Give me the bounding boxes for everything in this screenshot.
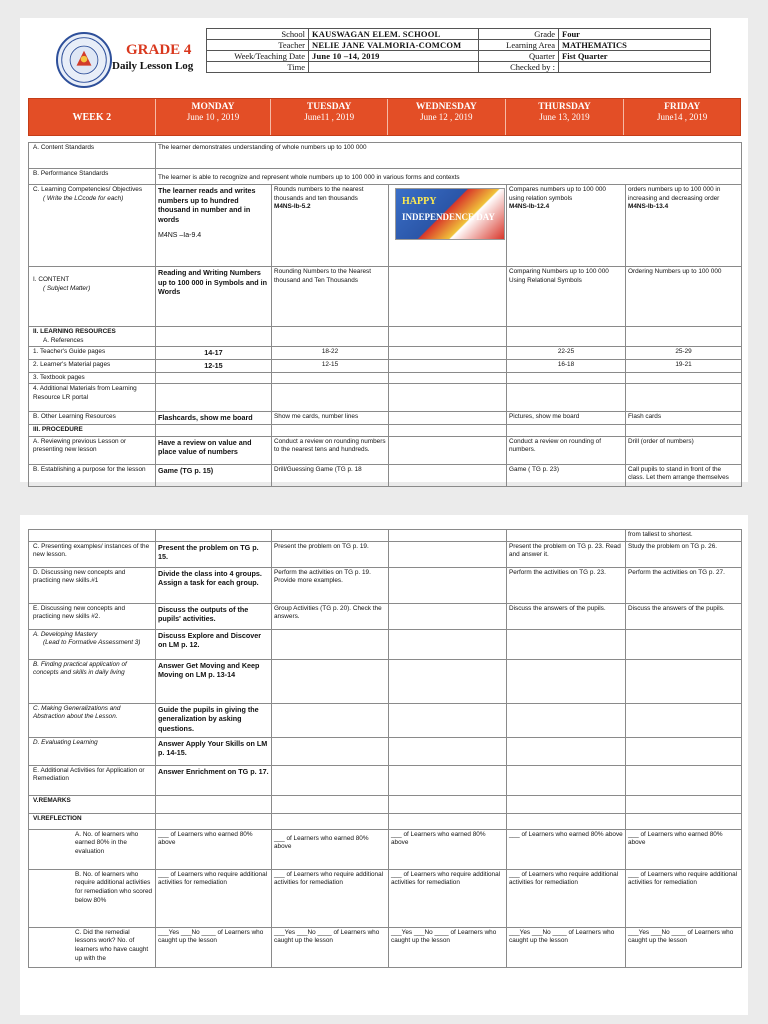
reflection-a-monday: ___ of Learners who earned 80% above (156, 829, 272, 869)
empty-cell (507, 813, 626, 829)
day-header-wednesday (388, 99, 506, 135)
developing-mastery-title: A. Developing Mastery (33, 630, 98, 638)
reflection-label: VI.REFLECTION (29, 813, 156, 829)
reflection-b-label: B. No. of learners who require additional activities for remediation who scored below 80% (29, 869, 156, 927)
empty-cell (272, 629, 389, 659)
empty-cell (507, 703, 626, 737)
empty-cell (156, 327, 272, 347)
examples-tuesday: Present the problem on TG p. 19. (272, 541, 389, 567)
other-resources-label: B. Other Learning Resources (29, 412, 156, 425)
application-monday: Answer Get Moving and Keep Moving on LM p. 13-14 (156, 659, 272, 703)
day-name: MONDAY (191, 102, 235, 112)
week-date-label: Week/Teaching Date (207, 51, 309, 62)
continued-friday: from tallest to shortest. (626, 530, 742, 542)
mastery-monday: Discuss Explore and Discover on LM p. 12. (156, 629, 272, 659)
quarter-label: Quarter (479, 51, 559, 62)
empty-cell (156, 795, 272, 813)
empty-cell (156, 813, 272, 829)
empty-cell (507, 372, 626, 384)
lm-tuesday: 12-15 (272, 360, 389, 373)
empty-cell (272, 703, 389, 737)
empty-cell (389, 629, 507, 659)
daily-lesson-log-title: Daily Lesson Log (112, 60, 194, 72)
empty-cell (389, 541, 507, 567)
learning-area-label: Learning Area (479, 40, 559, 51)
day-date: June14 , 2019 (657, 112, 708, 122)
practical-application-label: B. Finding practical application of concepts and skills in daily living (29, 659, 156, 703)
day-date: June 12 , 2019 (420, 112, 473, 122)
empty-cell (272, 372, 389, 384)
empty-cell (156, 372, 272, 384)
checked-by-value (559, 62, 711, 73)
empty-cell (389, 464, 507, 486)
content-thursday: Comparing Numbers up to 100 000 Using Relational Symbols (507, 267, 626, 327)
content-tuesday: Rounding Numbers to the Nearest thousand and Ten Thousands (272, 267, 389, 327)
time-value (309, 62, 479, 73)
reflection-a-thursday: ___ of Learners who earned 80% above (507, 829, 626, 869)
generalizations-label: C. Making Generalizations and Abstraction about the Lesson. (29, 703, 156, 737)
teachers-guide-label: 1. Teacher's Guide pages (29, 347, 156, 360)
empty-cell (272, 737, 389, 765)
empty-cell (507, 737, 626, 765)
concepts2-monday: Discuss the outputs of the pupils' activities. (156, 603, 272, 629)
competency-friday (626, 185, 742, 267)
day-name: FRIDAY (664, 102, 701, 112)
content-standards-text: The learner demonstrates understanding of whole numbers up to 100 000 (156, 143, 742, 169)
reflection-a-label: A. No. of learners who earned 80% in the evaluation (29, 829, 156, 869)
banner-text-happy: HAPPY (402, 196, 437, 207)
deped-seal-logo (56, 32, 112, 88)
reviewing-lesson-label: A. Reviewing previous Lesson or presenting new lesson (29, 436, 156, 464)
reflection-c-monday: ___Yes ___No ____ of Learners who caught up the lesson (156, 927, 272, 967)
developing-mastery-label (29, 629, 156, 659)
olr-friday: Flash cards (626, 412, 742, 425)
competency-monday-text: The learner reads and writes numbers up to hundred thousand in number and in words (158, 186, 256, 225)
reflection-c-thursday: ___Yes ___No ____ of Learners who caught up the lesson (507, 927, 626, 967)
lm-thursday: 16-18 (507, 360, 626, 373)
empty-cell (626, 765, 742, 795)
lesson-log-page-1 (20, 18, 748, 482)
empty-cell (272, 530, 389, 542)
purpose-monday: Game (TG p. 15) (156, 464, 272, 486)
learning-area-value: MATHEMATICS (559, 40, 711, 51)
empty-cell (507, 530, 626, 542)
review-friday: Drill (order of numbers) (626, 436, 742, 464)
empty-cell (272, 384, 389, 412)
reflection-a-tuesday: ___ of Learners who earned 80% above (272, 829, 389, 869)
competency-monday (156, 185, 272, 267)
tg-thursday: 22-25 (507, 347, 626, 360)
additional-activities-monday: Answer Enrichment on TG p. 17. (156, 765, 272, 795)
reflection-b-thursday: ___ of Learners who require additional activities for remediation (507, 869, 626, 927)
empty-cell (389, 436, 507, 464)
reflection-a-friday: ___ of Learners who earned 80% above (626, 829, 742, 869)
empty-cell (389, 327, 507, 347)
day-date: June11 , 2019 (304, 112, 355, 122)
week-label: WEEK 2 (29, 99, 156, 135)
reflection-c-label: C. Did the remedial lessons work? No. of learners who have caught up with the (29, 927, 156, 967)
empty-cell (626, 737, 742, 765)
presenting-examples-label: C. Presenting examples/ instances of the new lesson. (29, 541, 156, 567)
review-monday: Have a review on value and place value of numbers (156, 436, 272, 464)
lesson-table-page-2 (28, 529, 742, 968)
empty-cell (507, 765, 626, 795)
tg-friday: 25-29 (626, 347, 742, 360)
empty-cell (507, 327, 626, 347)
learning-resources-title: II. LEARNING RESOURCES (33, 328, 116, 335)
purpose-label: B. Establishing a purpose for the lesson (29, 464, 156, 486)
day-header-friday (624, 99, 740, 135)
olr-monday: Flashcards, show me board (156, 412, 272, 425)
evaluation-monday: Answer Apply Your Skills on LM p. 14-15. (156, 737, 272, 765)
quarter-value: Fist Quarter (559, 51, 711, 62)
performance-standards-label: B. Performance Standards (29, 169, 156, 185)
empty-cell (507, 795, 626, 813)
concepts2-friday: Discuss the answers of the pupils. (626, 603, 742, 629)
content-monday: Reading and Writing Numbers up to 100 000 in Symbols and in Words (156, 267, 272, 327)
competency-thursday (507, 185, 626, 267)
competency-wednesday (389, 185, 507, 267)
empty-cell (272, 813, 389, 829)
reflection-b-friday: ___ of Learners who require additional activities for remediation (626, 869, 742, 927)
empty-cell (389, 360, 507, 373)
purpose-tuesday: Drill/Guessing Game (TG p. 18 (272, 464, 389, 486)
week-date-value: June 10 –14, 2019 (309, 51, 479, 62)
reflection-c-tuesday: ___Yes ___No ____ of Learners who caught up the lesson (272, 927, 389, 967)
empty-cell (626, 813, 742, 829)
empty-cell (626, 384, 742, 412)
empty-cell (389, 603, 507, 629)
lesson-table-page-1 (28, 142, 742, 487)
reflection-c-friday: ___Yes ___No ____ of Learners who caught up the lesson (626, 927, 742, 967)
examples-friday: Study the problem on TG p. 26. (626, 541, 742, 567)
concepts1-friday: Perform the activities on TG p. 27. (626, 567, 742, 603)
day-name: THURSDAY (538, 102, 591, 112)
grade-title: GRADE 4 (126, 42, 192, 58)
lm-monday: 12-15 (156, 360, 272, 373)
competency-tuesday-text: Rounds numbers to the nearest thousands and ten thousands (274, 186, 364, 202)
content-label (29, 267, 156, 327)
concepts1-thursday: Perform the activities on TG p. 23. (507, 567, 626, 603)
empty-cell (389, 372, 507, 384)
teacher-label: Teacher (207, 40, 309, 51)
olr-thursday: Pictures, show me board (507, 412, 626, 425)
competency-tuesday (272, 185, 389, 267)
empty-cell (389, 384, 507, 412)
empty-cell (389, 567, 507, 603)
empty-cell (389, 425, 507, 437)
empty-cell (626, 629, 742, 659)
learning-resources-label (29, 327, 156, 347)
empty-cell (507, 425, 626, 437)
empty-cell (389, 530, 507, 542)
tg-tuesday: 18-22 (272, 347, 389, 360)
empty-cell (156, 384, 272, 412)
time-label: Time (207, 62, 309, 73)
competency-thursday-text: Compares numbers up to 100 000 using relation symbols (509, 186, 606, 202)
references-label: A. References (43, 336, 84, 344)
lesson-log-page-2 (20, 515, 748, 1015)
day-name: TUESDAY (306, 102, 352, 112)
content-friday: Ordering Numbers up to 100 000 (626, 267, 742, 327)
generalization-monday: Guide the pupils in giving the generalization by asking questions. (156, 703, 272, 737)
content-standards-label: A. Content Standards (29, 143, 156, 169)
concepts2-tuesday: Group Activities (TG p. 20). Check the answers. (272, 603, 389, 629)
grade-value: Four (559, 29, 711, 40)
concepts1-monday: Divide the class into 4 groups. Assign a task for each group. (156, 567, 272, 603)
learners-material-label: 2. Learner's Material pages (29, 360, 156, 373)
competency-tuesday-code: M4NS-Ib-5.2 (274, 203, 311, 211)
competency-thursday-code: M4NS-Ib-12.4 (509, 203, 550, 211)
content-title: I. CONTENT (33, 276, 70, 283)
empty-cell (626, 327, 742, 347)
tg-monday: 14-17 (156, 347, 272, 360)
empty-cell (156, 425, 272, 437)
competencies-note: ( Write the LCcode for each) (43, 194, 124, 202)
empty-cell (156, 530, 272, 542)
grade-label: Grade (479, 29, 559, 40)
textbook-pages-label: 3. Textbook pages (29, 372, 156, 384)
reflection-c-wednesday: ___Yes ___No ____ of Learners who caught up the lesson (389, 927, 507, 967)
empty-cell (507, 384, 626, 412)
independence-day-banner-image (395, 188, 505, 240)
concepts2-thursday: Discuss the answers of the pupils. (507, 603, 626, 629)
new-concepts-1-label: D. Discussing new concepts and practicing new skills.#1 (29, 567, 156, 603)
checked-by-label: Checked by : (479, 62, 559, 73)
empty-cell (626, 703, 742, 737)
new-concepts-2-label: E. Discussing new concepts and practicing new skills #2. (29, 603, 156, 629)
lm-friday: 19-21 (626, 360, 742, 373)
empty-cell (626, 425, 742, 437)
competencies-title: C. Learning Competencies/ Objectives (33, 186, 143, 193)
reflection-a-wednesday: ___ of Learners who earned 80% above (389, 829, 507, 869)
school-label: School (207, 29, 309, 40)
day-name: WEDNESDAY (415, 102, 477, 112)
reflection-b-monday: ___ of Learners who require additional activities for remediation (156, 869, 272, 927)
banner-text-independence: INDEPENDENCE DAY (402, 212, 495, 222)
developing-mastery-note: (Lead to Formative Assessment 3) (43, 639, 141, 647)
competency-friday-code: M4NS-Ib-13.4 (628, 203, 669, 211)
empty-cell (389, 813, 507, 829)
day-header-thursday (506, 99, 625, 135)
reflection-b-wednesday: ___ of Learners who require additional activities for remediation (389, 869, 507, 927)
empty-cell (389, 659, 507, 703)
purpose-thursday: Game ( TG p. 23) (507, 464, 626, 486)
week-day-header (28, 98, 741, 136)
empty-cell (626, 659, 742, 703)
day-date: June 10 , 2019 (186, 112, 240, 122)
examples-monday: Present the problem on TG p. 15. (156, 541, 272, 567)
empty-cell (389, 703, 507, 737)
competency-monday-code: M4NS –Ia-9.4 (158, 231, 202, 239)
empty-cell (626, 795, 742, 813)
empty-cell (389, 737, 507, 765)
purpose-friday: Call pupils to stand in front of the class. Let them arrange themselves (626, 464, 742, 486)
school-value: KAUSWAGAN ELEM. SCHOOL (309, 29, 479, 40)
review-thursday: Conduct a review on rounding of numbers. (507, 436, 626, 464)
examples-thursday: Present the problem on TG p. 23. Read and answer it. (507, 541, 626, 567)
day-header-monday (156, 99, 272, 135)
remarks-label: V.REMARKS (29, 795, 156, 813)
competencies-label (29, 185, 156, 267)
empty-cell (389, 347, 507, 360)
empty-cell (272, 425, 389, 437)
additional-materials-label: 4. Additional Materials from Learning Resource LR portal (29, 384, 156, 412)
additional-activities-label: E. Additional Activities for Application or Remediation (29, 765, 156, 795)
performance-standards-text: The learner is able to recognize and represent whole numbers up to 100 000 in various forms and contexts (156, 169, 742, 185)
empty-cell (272, 765, 389, 795)
olr-tuesday: Show me cards, number lines (272, 412, 389, 425)
empty-cell (507, 629, 626, 659)
content-note: ( Subject Matter) (43, 284, 91, 292)
day-date: June 13, 2019 (539, 112, 590, 122)
empty-cell (272, 795, 389, 813)
empty-cell (389, 795, 507, 813)
content-wednesday (389, 267, 507, 327)
empty-cell (272, 327, 389, 347)
empty-cell (507, 659, 626, 703)
evaluating-learning-label: D. Evaluating Learning (29, 737, 156, 765)
review-tuesday: Conduct a review on rounding numbers to the nearest tens and hundreds. (272, 436, 389, 464)
teacher-value: NELIE JANE VALMORIA-COMCOM (309, 40, 479, 51)
empty-cell (389, 412, 507, 425)
competency-friday-text: orders numbers up to 100 000 in increasing and decreasing order (628, 186, 721, 202)
empty-cell (626, 372, 742, 384)
concepts1-tuesday: Perform the activities on TG p. 19. Provide more examples. (272, 567, 389, 603)
header-info-table (206, 28, 711, 73)
empty-cell (272, 659, 389, 703)
empty-cell (29, 530, 156, 542)
day-header-tuesday (271, 99, 388, 135)
procedure-label: III. PROCEDURE (29, 425, 156, 437)
reflection-b-tuesday: ___ of Learners who require additional activities for remediation (272, 869, 389, 927)
empty-cell (389, 765, 507, 795)
